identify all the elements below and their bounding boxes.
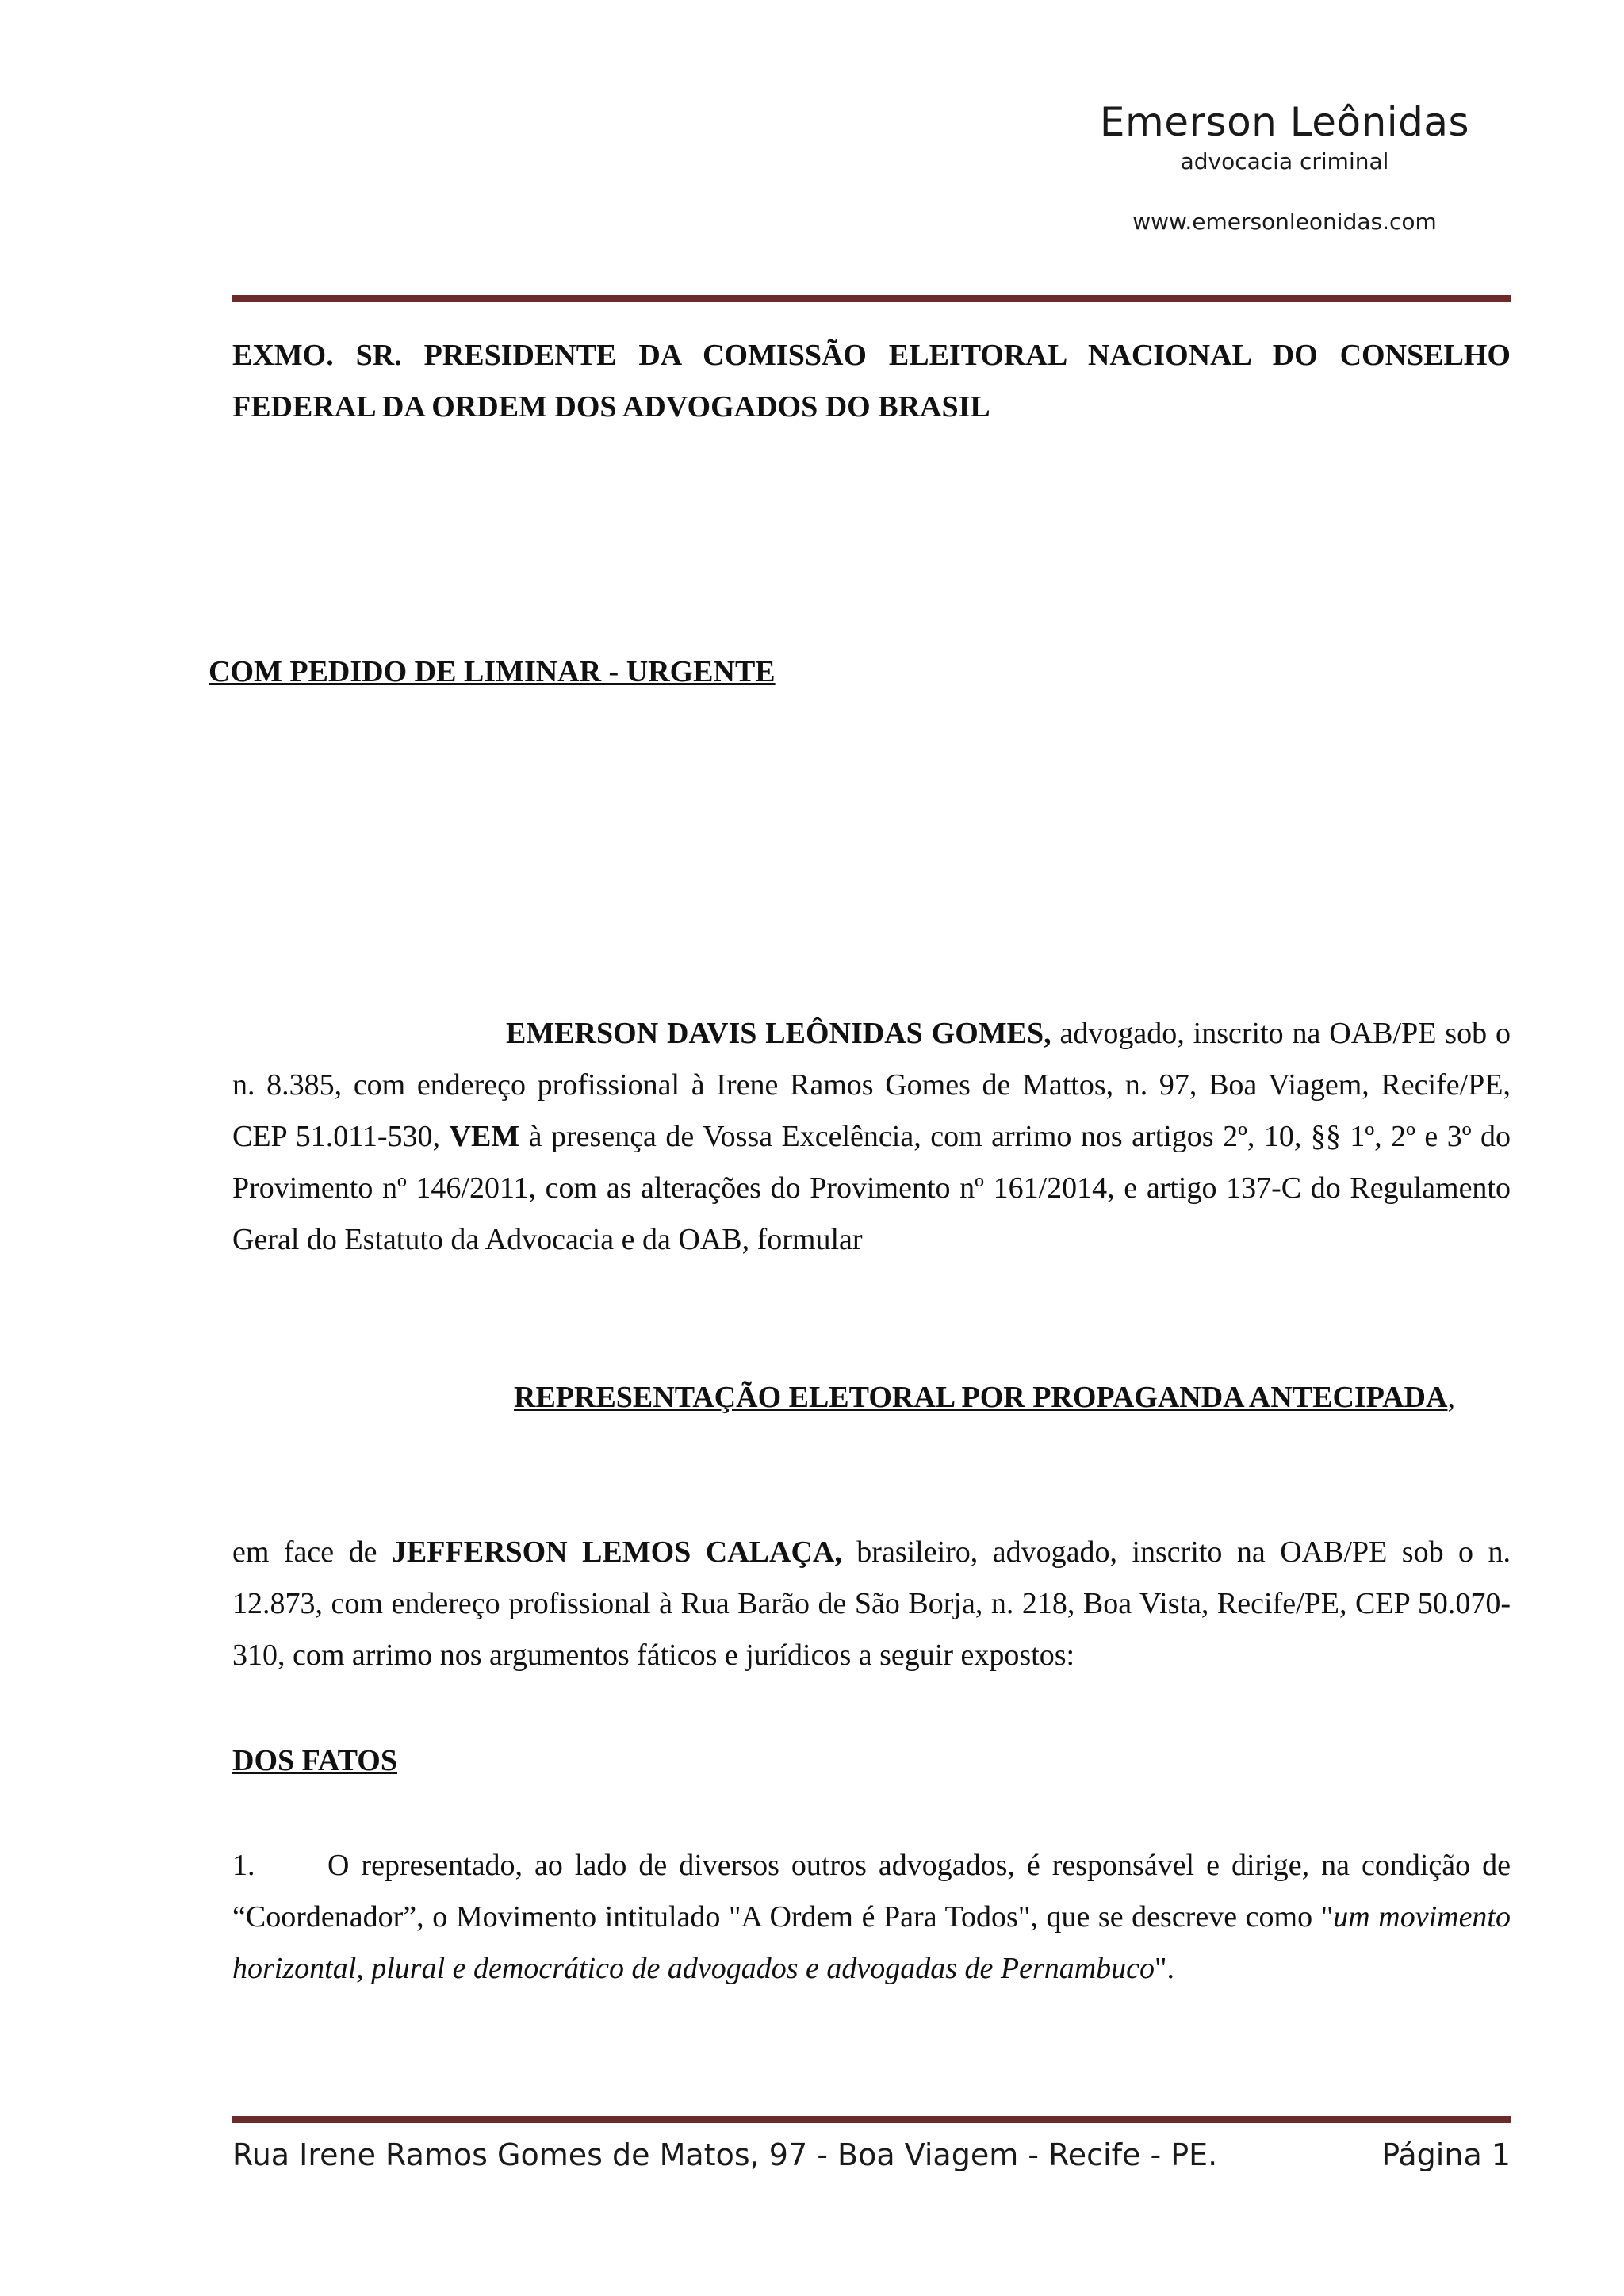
- qualification-line-2: n. 8.385, com endereço profissional à Irene Ramos Gomes de Mattos, n. 97, Boa Viagem, Recife/PE,: [232, 1068, 1511, 1102]
- qualification-line-3-rest: à presença de Vossa Excelência, com arrimo nos artigos 2º, 10, §§ 1º, 2º e 3º do: [519, 1120, 1511, 1153]
- respondent-paragraph: [232, 1527, 1511, 1681]
- facts-heading: DOS FATOS: [232, 1744, 397, 1777]
- respondent-name: JEFFERSON LEMOS CALAÇA,: [391, 1535, 842, 1569]
- letterhead-website: www.emersonleonidas.com: [1132, 209, 1437, 235]
- fact-item-1-line-3: [232, 1943, 1511, 1995]
- respondent-line-1-rest: brasileiro, advogado, inscrito na OAB/PE sob o n.: [841, 1535, 1511, 1569]
- urgent-heading: COM PEDIDO DE LIMINAR - URGENTE: [209, 655, 776, 688]
- fact-item-1-line-1-text: O representado, ao lado de diversos outros advogados, é responsável e dirige, na condição de: [327, 1849, 1511, 1882]
- qualification-line-3: [232, 1111, 1511, 1163]
- qualification-paragraph: [232, 1008, 1511, 1266]
- fact-item-number: 1.: [232, 1849, 255, 1882]
- fact-item-1-line-2-start: “Coordenador”, o Movimento intitulado "A Ordem é Para Todos", que se descreve como ": [232, 1900, 1334, 1934]
- representation-title-comma: ,: [1447, 1381, 1455, 1414]
- addressee-line-1: EXMO. SR. PRESIDENTE DA COMISSÃO ELEITORAL NACIONAL DO CONSELHO: [232, 339, 1511, 372]
- fact-item-1-line-1: [232, 1840, 1511, 1892]
- footer-divider: [232, 2116, 1511, 2123]
- qualification-line-1: [232, 1008, 1511, 1060]
- fact-item-1-line-2: [232, 1892, 1511, 1943]
- qualification-line-4: Provimento nº 146/2011, com as alterações do Provimento nº 161/2014, e artigo 137-C do Regulamento: [232, 1171, 1511, 1205]
- letterhead-name: Emerson Leônidas: [1099, 99, 1470, 145]
- fact-item-1-line-3-end: ".: [1155, 1952, 1175, 1985]
- representation-title-text: REPRESENTAÇÃO ELETORAL POR PROPAGANDA ANTECIPADA: [514, 1381, 1448, 1414]
- representation-title: [514, 1372, 1455, 1424]
- header-divider: [232, 295, 1511, 302]
- vem-keyword: VEM: [449, 1120, 520, 1153]
- footer-address: Rua Irene Ramos Gomes de Matos, 97 - Boa Viagem - Recife - PE.: [232, 2137, 1218, 2172]
- letterhead-subtitle: advocacia criminal: [1180, 148, 1389, 174]
- addressee: [232, 330, 1511, 433]
- page-number: Página 1: [1381, 2137, 1511, 2172]
- qualification-line-3-start: CEP 51.011-530,: [232, 1120, 450, 1153]
- respondent-line-3: 310, com arrimo nos argumentos fáticos e jurídicos a seguir expostos:: [232, 1639, 1075, 1672]
- fact-item-1-quote-part-2: horizontal, plural e democrático de advogados e advogadas de Pernambuco: [232, 1952, 1155, 1985]
- qualification-line-1-rest: advogado, inscrito na OAB/PE sob o: [1051, 1017, 1511, 1050]
- respondent-line-2: 12.873, com endereço profissional à Rua Barão de São Borja, n. 218, Boa Vista, Recife/PE, CEP 50.070-: [232, 1587, 1511, 1620]
- fact-item-1: [232, 1840, 1511, 1995]
- page-footer: [232, 2133, 1511, 2176]
- fact-item-1-quote-part-1: um movimento: [1333, 1900, 1511, 1934]
- respondent-prefix: em face de: [232, 1535, 392, 1569]
- petitioner-name: EMERSON DAVIS LEÔNIDAS GOMES,: [506, 1017, 1051, 1050]
- respondent-line-1: [232, 1527, 1511, 1578]
- qualification-line-5: Geral do Estatuto da Advocacia e da OAB, formular: [232, 1223, 863, 1256]
- letterhead: [1094, 98, 1475, 236]
- addressee-line-2: FEDERAL DA ORDEM DOS ADVOGADOS DO BRASIL: [232, 390, 990, 424]
